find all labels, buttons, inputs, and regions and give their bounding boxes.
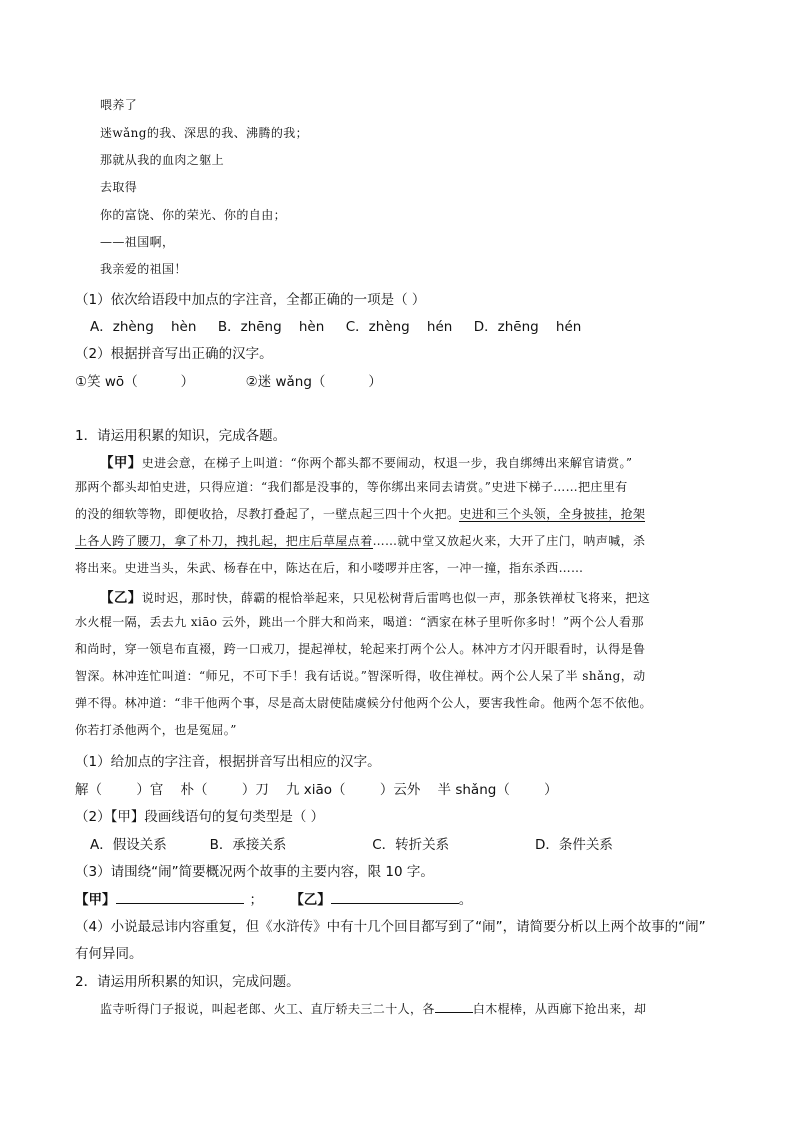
answer-blanks — [75, 888, 472, 908]
question-stem: （2）【甲】段画线语句的复句类型是（ ） — [75, 809, 325, 825]
passage-line: 你若打杀他两个，也是冤屈。” — [75, 723, 237, 737]
question-stem: （1）给加点的字注音，根据拼音写出相应的汉字。 — [75, 754, 381, 770]
poem-line: 我亲爱的祖国！ — [100, 262, 187, 276]
question-stem: 有何异同。 — [75, 946, 143, 962]
passage-line: 和尚时，穿一领皂布直裰，跨一口戒刀，提起禅杖，轮起来打两个公人。林冲方才闪开眼看时，认得是鲁 — [75, 642, 646, 656]
passage-line: 那两个都头却怕史进，只得应道：“我们都是没事的，等你绑出来同去请赏。”史进下梯子……把庄里有 — [75, 480, 628, 494]
question-stem: （1）依次给语段中加点的字注音，全都正确的一项是（ ） — [75, 292, 426, 308]
question-stem: （3）请围绕“闹”简要概况两个故事的主要内容，限 10 字。 — [75, 864, 434, 880]
passage-text: 监寺听得门子报说，叫起老郎、火工、直厅轿夫三二十人，各 — [100, 1002, 435, 1016]
poem-line: 迷wǎng的我、深思的我、沸腾的我； — [100, 126, 309, 140]
answer-options: A．假设关系 B．承接关系 C．转折关系 D．条件关系 — [90, 837, 613, 853]
underlined-sentence: 上各人跨了腰刀，拿了朴刀，拽扎起，把庄后草屋点着 — [75, 534, 373, 548]
passage-tag: 【甲】 — [100, 455, 142, 471]
fill-in-line: ①笑 wō（ ） ②迷 wǎng（ ） — [75, 374, 382, 390]
passage-line: 将出来。史进当头，朱武、杨春在中，陈达在后，和小喽啰并庄客，一冲一撞，指东杀西…… — [75, 561, 584, 575]
passage-text: 史进会意，在梯子上叫道：“你两个都头都不要闹动，权退一步，我自绑缚出来解官请赏。” — [141, 456, 633, 470]
passage-tag: 【乙】 — [100, 590, 142, 606]
passage-line — [75, 505, 645, 522]
passage-line — [100, 451, 632, 471]
question-stem: （4）小说最忌讳内容重复，但《水浒传》中有十几个回目都写到了“闹”，请简要分析以上两个故事的“闹” — [75, 919, 706, 935]
passage-line: 弹不得。林冲道：“非干他两个事，尽是高太尉使陆虞候分付他两个公人，要害我性命。他两个怎不依他。 — [75, 696, 652, 710]
period: 。 — [458, 892, 473, 908]
answer-label-yi: 【乙】 — [297, 892, 331, 908]
separator: ； — [249, 892, 263, 908]
answer-options: A．zhèng hèn B．zhēng hèn C．zhèng hén D．zhēng hén — [90, 319, 582, 335]
passage-text: 白木棍棒，从西廊下抢出来，却 — [472, 1002, 647, 1016]
passage-text: ……就中堂又放起火来，大开了庄门，呐声喊，杀 — [372, 534, 646, 548]
section-heading: 1．请运用积累的知识，完成各题。 — [75, 428, 287, 444]
passage-line: 智深。林冲连忙叫道：“师兄，不可下手！我有话说。”智深听得，收住禅杖。两个公人呆了半 shǎng，动 — [75, 669, 646, 683]
fill-in-line: 解（ ）官 朴（ ）刀 九 xiāo（ ）云外 半 shǎng（ ） — [75, 782, 558, 798]
passage-line — [100, 586, 650, 606]
poem-line: ——祖国啊， — [100, 235, 175, 249]
question-stem: （2）根据拼音写出正确的汉字。 — [75, 346, 273, 362]
passage-line — [100, 998, 646, 1017]
answer-blank-jia[interactable] — [116, 889, 244, 904]
passage-line — [75, 532, 645, 549]
poem-line: 你的富饶、你的荣光、你的自由； — [100, 208, 287, 222]
underlined-sentence: 史进和三个头领，全身披挂，抢架 — [459, 507, 646, 521]
answer-label-jia: 【甲】 — [75, 892, 116, 908]
passage-text: 说时迟，那时快，薛霸的棍恰举起来，只见松树背后雷鸣也似一声，那条铁禅杖飞将来，把这 — [141, 591, 651, 605]
poem-line: 喂养了 — [100, 98, 138, 112]
passage-line: 水火棍一隔，丢去九 xiāo 云外，跳出一个胖大和尚来，喝道：“洒家在林子里听你多时！”两个公人看那 — [75, 615, 644, 629]
fill-blank[interactable] — [435, 998, 473, 1013]
passage-text: 的没的细软等物，即便收拾，尽教打叠起了，一壁点起三四十个火把。 — [75, 507, 460, 521]
poem-line: 去取得 — [100, 180, 138, 194]
poem-line: 那就从我的血肉之躯上 — [100, 153, 225, 167]
answer-blank-yi[interactable] — [331, 889, 459, 904]
section-heading: 2．请运用所积累的知识，完成问题。 — [75, 974, 300, 990]
